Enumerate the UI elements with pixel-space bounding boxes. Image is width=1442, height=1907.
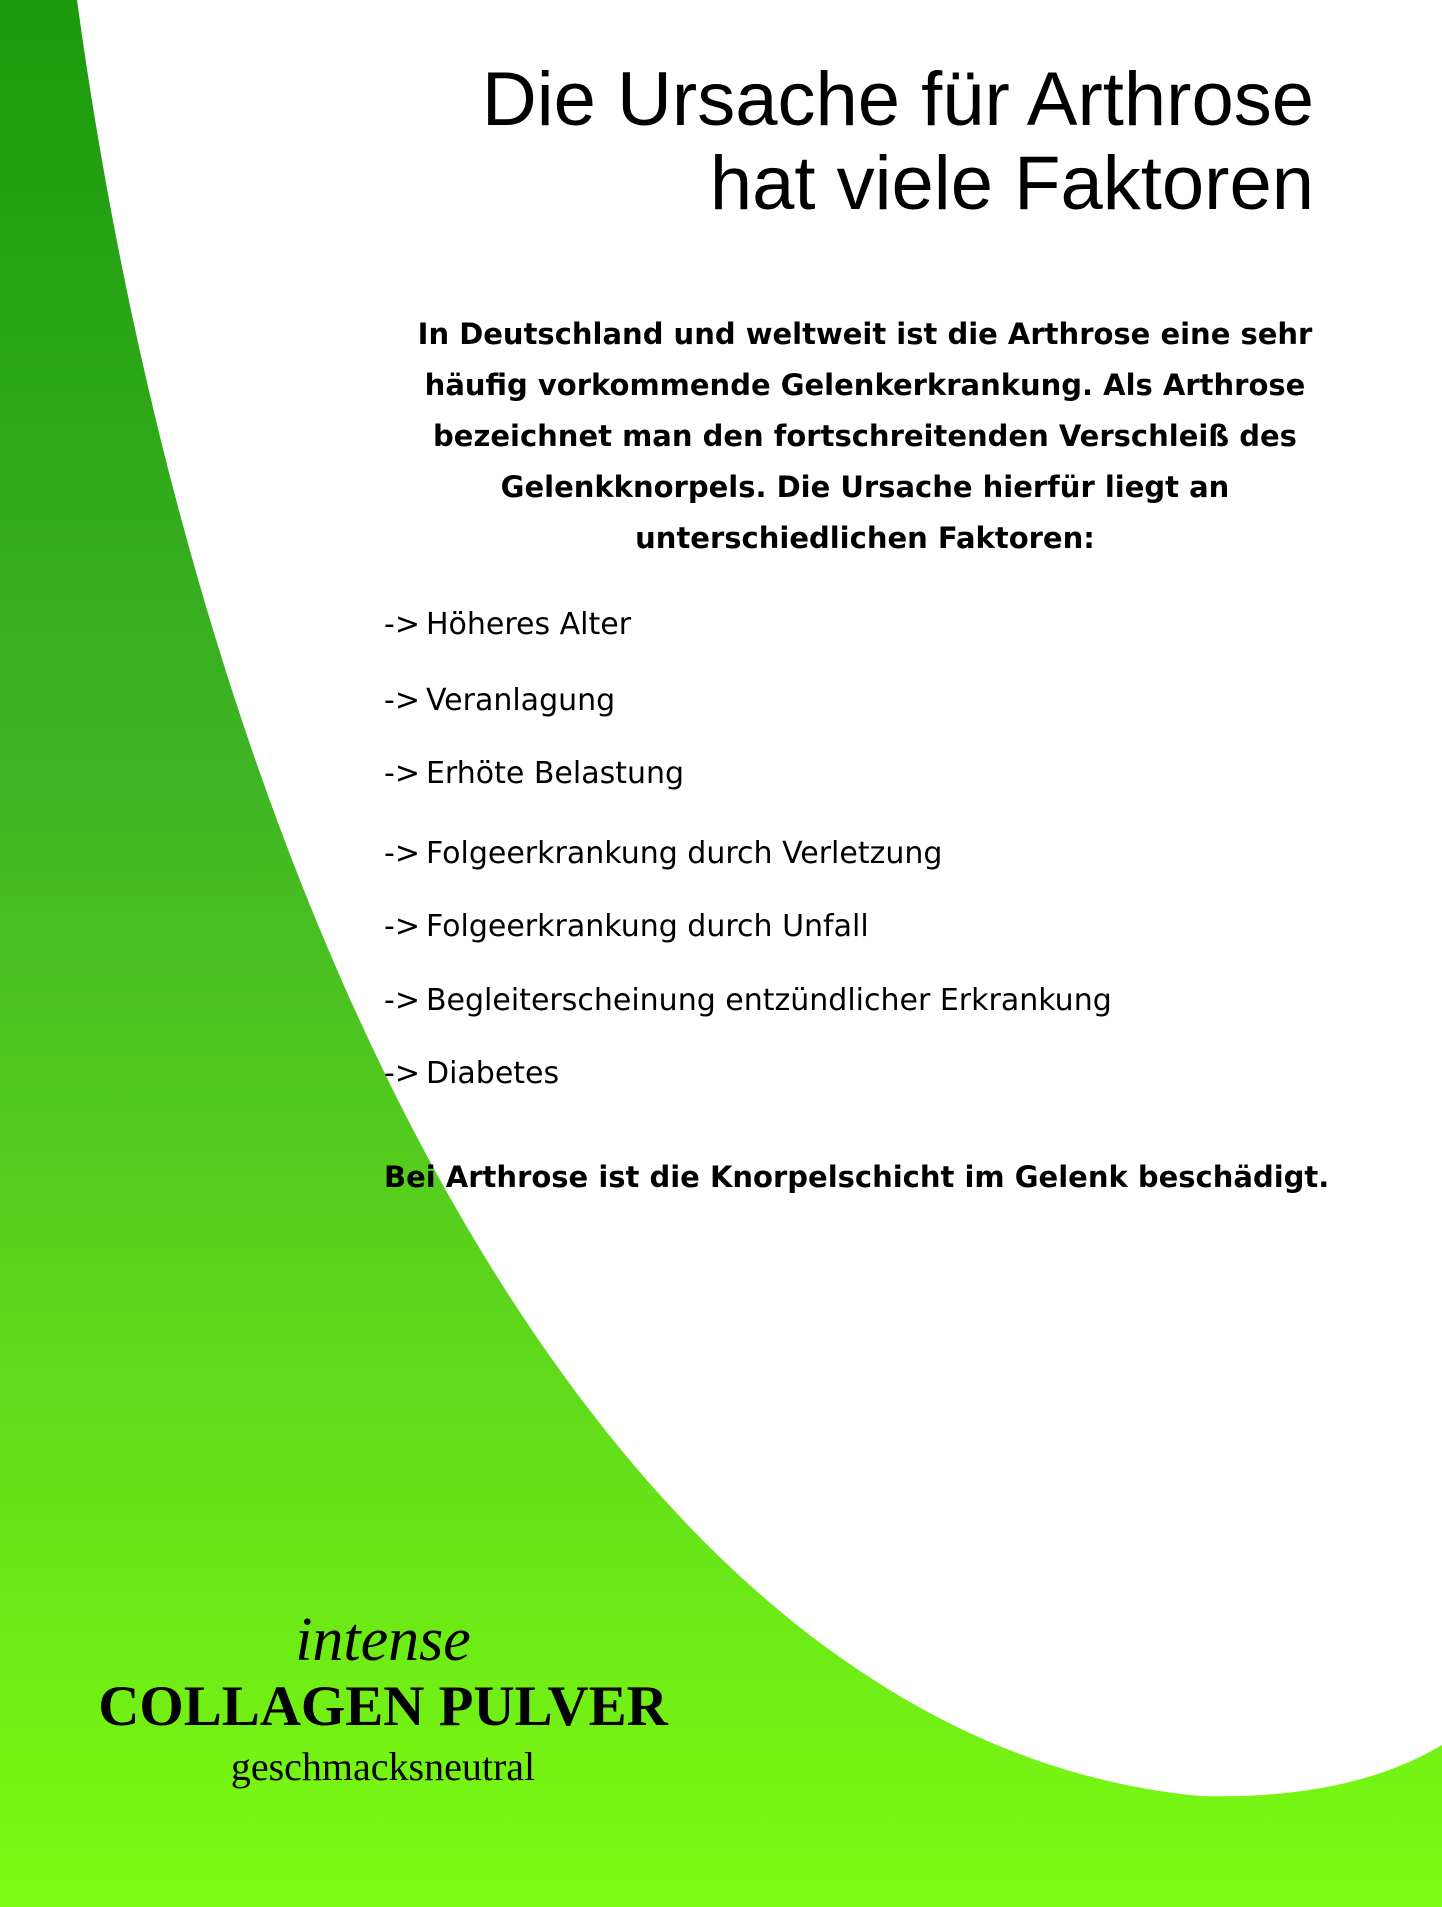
factor-item-predisposition — [384, 681, 615, 721]
intro-paragraph: In Deutschland und weltweit ist die Arthrose eine sehr häufig vorkommende Gelenkerkrankung. Als Arthrose bezeichnet man den fortschreitenden Verschleiß des Gelenkknorpels. Die Ursache hierfür liegt an unterschiedlichen Faktoren: — [417, 317, 1313, 555]
factor-item-accident — [384, 907, 869, 947]
factor-label: Höheres Alter — [425, 607, 632, 642]
page-title-line-2: hat viele Faktoren — [709, 141, 1314, 226]
factor-label: Folgeerkrankung durch Verletzung — [425, 836, 943, 871]
factor-item-diabetes — [384, 1054, 559, 1094]
page-title-line-1: Die Ursache für Arthrose — [481, 57, 1314, 142]
brand-tagline: intense — [295, 1606, 471, 1674]
page-title — [314, 58, 1314, 226]
factor-label: Veranlagung — [425, 683, 616, 718]
factor-item-inflammation — [384, 981, 1112, 1021]
arrow-icon: -> — [384, 607, 420, 642]
brand-block — [58, 1605, 708, 1795]
arrow-icon: -> — [384, 836, 420, 871]
factor-label: Diabetes — [425, 1056, 560, 1091]
factor-item-load — [384, 754, 684, 794]
factor-item-age — [384, 605, 631, 645]
brand-subtitle: geschmacksneutral — [230, 1744, 536, 1789]
brand-product-name: COLLAGEN PULVER — [98, 1675, 668, 1738]
arrow-icon: -> — [384, 909, 420, 944]
arrow-icon: -> — [384, 1056, 420, 1091]
factor-label: Folgeerkrankung durch Unfall — [425, 909, 869, 944]
arrow-icon: -> — [384, 756, 420, 791]
arrow-icon: -> — [384, 683, 420, 718]
factor-label: Begleiterscheinung entzündlicher Erkrankung — [425, 983, 1112, 1018]
arrow-icon: -> — [384, 983, 420, 1018]
factor-item-injury — [384, 834, 942, 874]
closing-statement: Bei Arthrose ist die Knorpelschicht im Gelenk beschädigt. — [384, 1160, 1330, 1194]
factor-label: Erhöte Belastung — [425, 756, 685, 791]
